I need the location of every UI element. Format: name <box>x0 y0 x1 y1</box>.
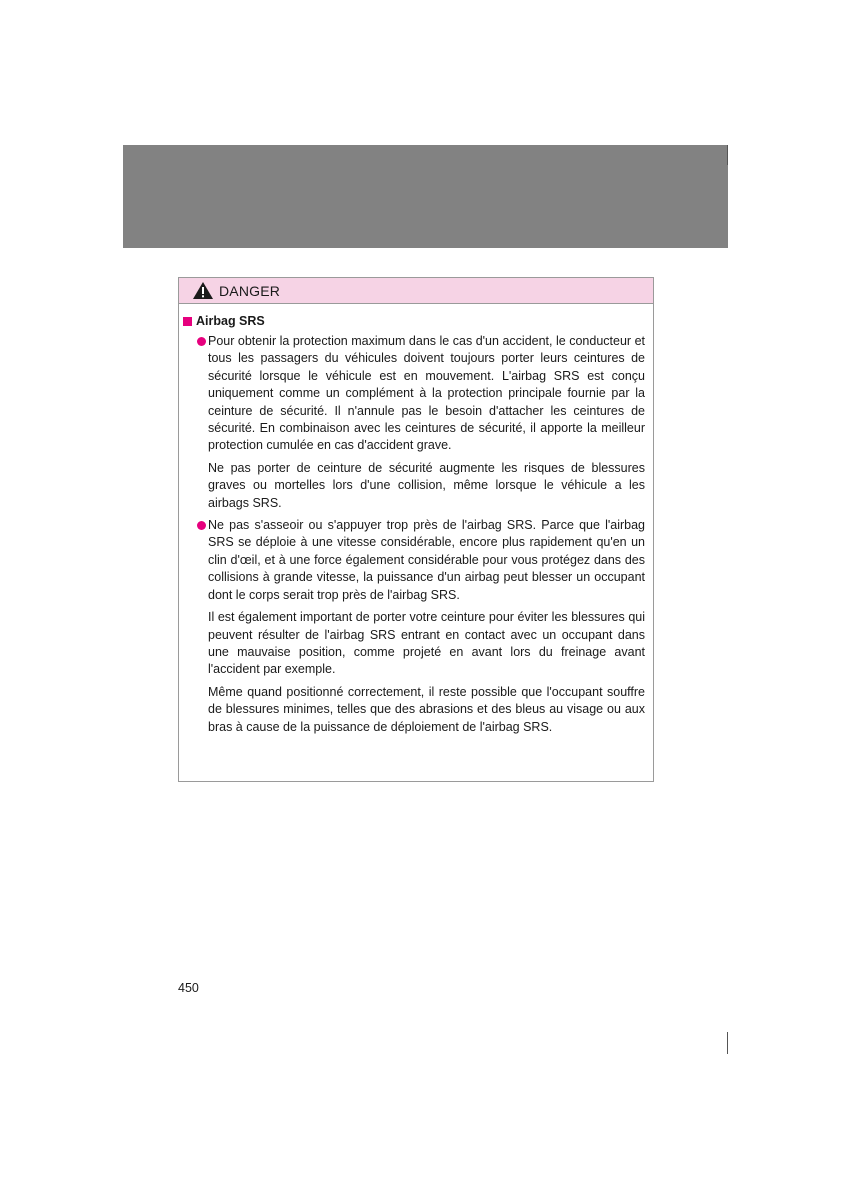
danger-label: DANGER <box>219 282 281 299</box>
paragraph: Ne pas s'asseoir ou s'appuyer trop près de l'airbag SRS. Parce que l'airbag SRS se déploie à une vitesse considérable, encore plus rapidement qu'en un clin d'œil, et à une force également considérable pour vous protégez dans des collisions à grande vitesse, la puissance d'un airbag peut blesser un occupant dont le corps serait trop près de l'airbag SRS. <box>208 518 645 602</box>
page-number: 450 <box>178 981 199 995</box>
paragraph: Pour obtenir la protection maximum dans le cas d'un accident, le conducteur et tous les passagers du véhicules doivent toujours porter leurs ceintures de sécurité lorsque le véhicule est en mouvement. L'airbag SRS est conçu uniquement comme un complément à la protection principale fournie par la ceinture de sécurité. Il n'annule pas le besoin d'attacher les ceintures de sécurité. En combinaison avec les ceintures de sécurité, il apporte la meilleur protection cumulée en cas d'accident grave. <box>208 334 645 453</box>
danger-box <box>178 277 654 782</box>
warning-triangle-icon <box>192 281 214 300</box>
paragraph: Même quand positionné correctement, il reste possible que l'occupant souffre de blessures minimes, telles que des abrasions et des bleus au visage ou aux bras à cause de la puissance de déploiement de l'airbag SRS. <box>208 684 645 734</box>
list-item <box>183 517 651 736</box>
crop-mark-top <box>727 145 728 165</box>
paragraph: Ne pas porter de ceinture de sécurité augmente les risques de blessures graves ou mortelles lors d'une collision, même lorsque le véhicule a les airbags SRS. <box>208 460 645 510</box>
list-item <box>183 333 651 512</box>
circle-bullet-icon <box>197 521 206 530</box>
danger-content <box>183 314 651 741</box>
paragraph: Il est également important de porter votre ceinture pour éviter les blessures qui peuvent résulter de l'airbag SRS entrant en contact avec un occupant dans une mauvaise position, comme projeté en avant lors du freinage avant l'accident par exemple. <box>208 610 645 677</box>
square-bullet-icon <box>183 317 192 326</box>
circle-bullet-icon <box>197 337 206 346</box>
section-title <box>183 314 651 328</box>
section-title-text: Airbag SRS <box>196 314 265 328</box>
crop-mark-bottom <box>727 1032 728 1054</box>
chapter-header-band <box>123 145 728 248</box>
danger-header <box>179 278 653 304</box>
